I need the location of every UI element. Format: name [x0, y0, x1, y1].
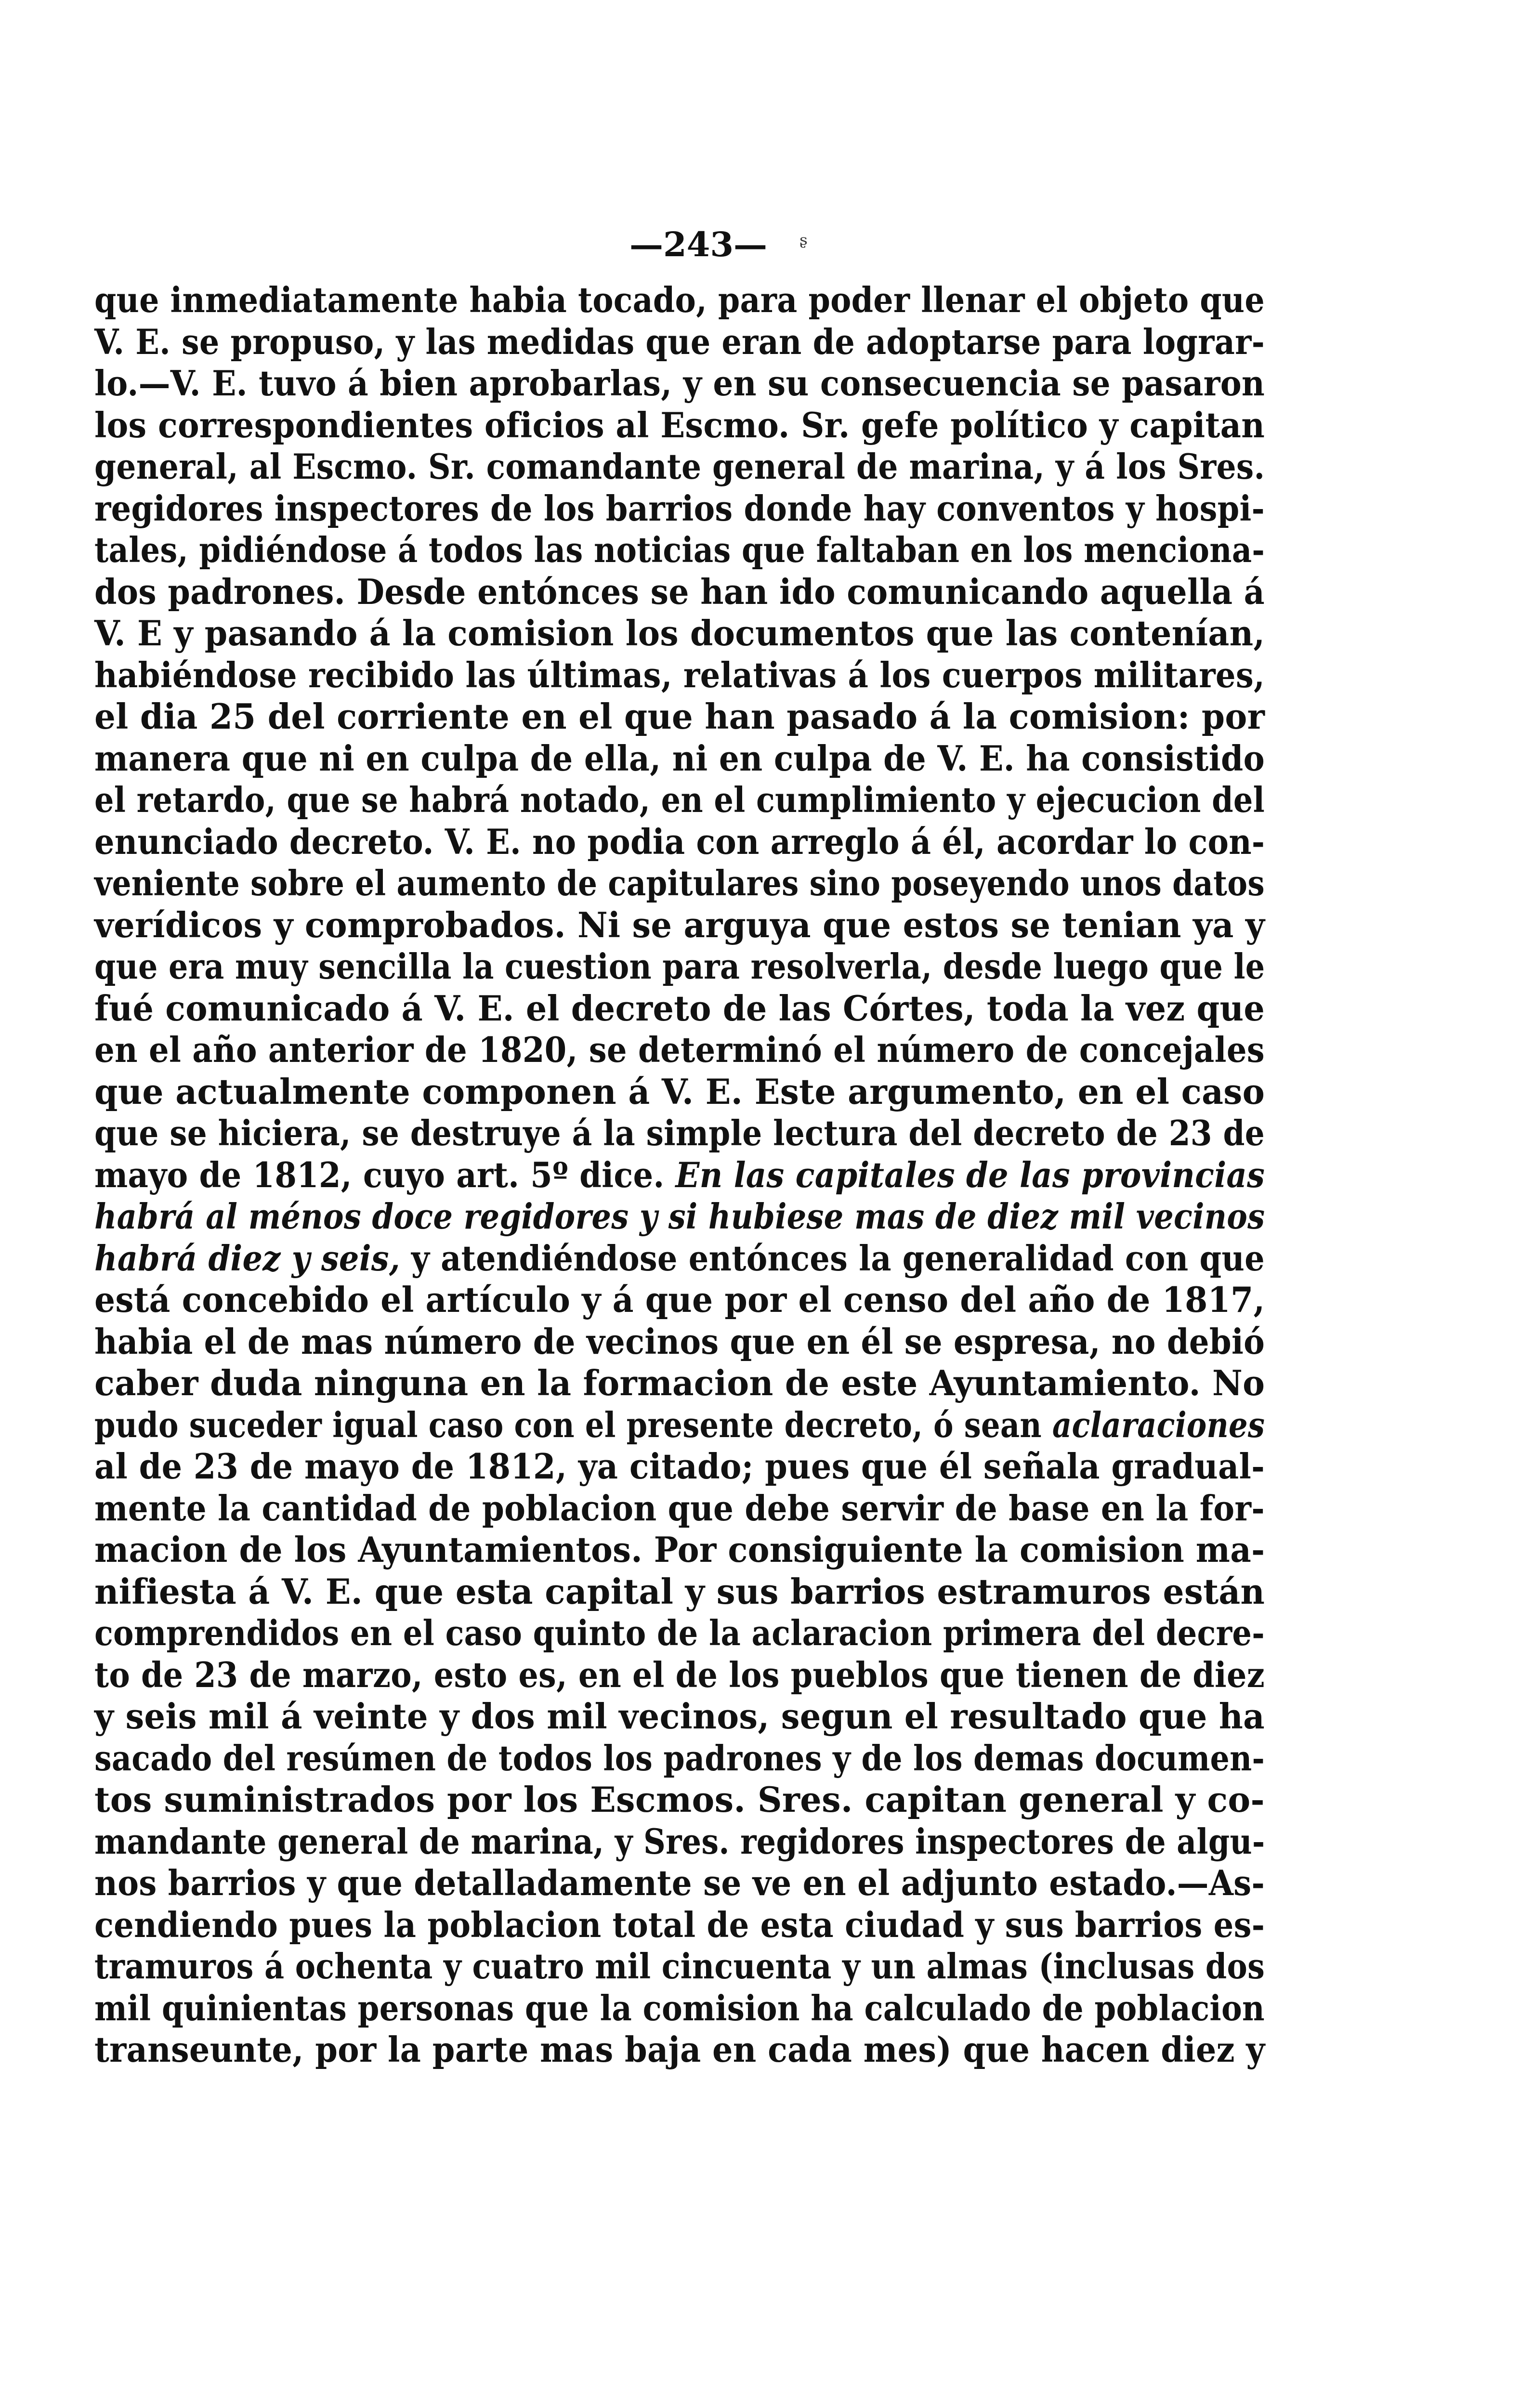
italic-text: aclaraciones [1052, 1404, 1265, 1445]
text-line [94, 1154, 1265, 1196]
text-line [94, 1988, 1265, 2029]
text-line [94, 1696, 1265, 1738]
text-run: en el año anterior de 1820, se determinó el número de concejales [94, 1029, 1265, 1070]
text-line [94, 1488, 1265, 1530]
text-line [94, 1362, 1265, 1404]
text-run: que inmediatamente habia tocado, para poder llenar el objeto que [94, 279, 1265, 320]
text-line [94, 1654, 1265, 1696]
text-run: general, al Escmo. Sr. comandante general de marina, y á los Sres. [94, 446, 1265, 487]
ink-mark: ᶳ [799, 230, 808, 259]
text-run: mandante general de marina, y Sres. regidores inspectores de algu- [94, 1820, 1265, 1862]
text-run: nifiesta á V. E. que esta capital y sus barrios estramuros están [94, 1570, 1265, 1612]
text-run: sacado del resúmen de todos los padrones y de los demas documen- [94, 1737, 1265, 1779]
text-run: habiéndose recibido las últimas, relativas á los cuerpos militares, [94, 654, 1265, 695]
text-run: regidores inspectores de los barrios donde hay conventos y hospi- [94, 487, 1265, 529]
text-run: pudo suceder igual caso con el presente decreto, ó sean [94, 1404, 1052, 1445]
text-line [94, 1071, 1265, 1113]
text-line [94, 1779, 1265, 1821]
text-line [94, 1196, 1265, 1238]
text-run: que actualmente componen á V. E. Este argumento, en el caso [94, 1071, 1265, 1112]
text-run: tramuros á ochenta y cuatro mil cincuenta y un almas (inclusas dos [94, 1946, 1265, 1987]
text-run: veniente sobre el aumento de capitulares sino poseyendo unos datos [94, 863, 1265, 903]
text-line [94, 613, 1265, 654]
text-run: mente la cantidad de poblacion que debe servir de base en la for- [94, 1487, 1265, 1529]
text-line [94, 654, 1265, 696]
text-line [94, 738, 1265, 780]
text-line [94, 696, 1265, 738]
text-line [94, 446, 1265, 488]
text-line [94, 279, 1265, 321]
italic-text: habrá diez y seis, [94, 1237, 400, 1279]
text-run: habia el de mas número de vecinos que en él se espresa, no debió [94, 1321, 1265, 1362]
text-line [94, 1029, 1265, 1071]
text-run: caber duda ninguna en la formacion de este Ayuntamiento. No [94, 1362, 1265, 1403]
text-line [94, 946, 1265, 988]
body-text [94, 279, 1265, 2071]
text-line [94, 904, 1265, 946]
text-run: que era muy sencilla la cuestion para resolverla, desde luego que le [94, 946, 1265, 987]
text-line [94, 1112, 1265, 1154]
text-line [94, 363, 1265, 405]
text-run: fué comunicado á V. E. el decreto de las Córtes, toda la vez que [94, 987, 1265, 1029]
text-run: dos padrones. Desde entónces se han ido comunicando aquella á [94, 571, 1265, 612]
text-line [94, 1612, 1265, 1654]
text-run: al de 23 de mayo de 1812, ya citado; pues que él señala gradual- [94, 1446, 1265, 1487]
text-run: verídicos y comprobados. Ni se arguya que estos se tenian ya y [94, 904, 1265, 945]
text-run: el dia 25 del corriente en el que han pasado á la comision: por [94, 696, 1265, 737]
text-run: transeunte, por la parte mas baja en cada mes) que hacen diez y [94, 2029, 1265, 2070]
text-run: el retardo, que se habrá notado, en el cumplimiento y ejecucion del [94, 779, 1265, 820]
text-line [94, 571, 1265, 613]
text-line [94, 1279, 1265, 1321]
text-line [94, 1946, 1265, 1988]
text-line [94, 405, 1265, 446]
text-line [94, 1738, 1265, 1780]
text-run: manera que ni en culpa de ella, ni en culpa de V. E. ha consistido [94, 737, 1265, 779]
text-run: tales, pidiéndose á todos las noticias que faltaban en los menciona- [94, 529, 1265, 570]
text-run: y atendiéndose entónces la generalidad con que [400, 1237, 1265, 1279]
text-run: V. E y pasando á la comision los documentos que las contenían, [94, 613, 1265, 654]
text-line [94, 1321, 1265, 1363]
italic-text: habrá al ménos doce regidores y si hubiese mas de diez mil vecinos [94, 1196, 1265, 1237]
page-number: —243— [629, 224, 768, 264]
text-run: enunciado decreto. V. E. no podia con arreglo á él, acordar lo con- [94, 821, 1265, 862]
text-line [94, 1904, 1265, 1946]
text-run: y seis mil á veinte y dos mil vecinos, segun el resultado que ha [94, 1696, 1265, 1737]
text-run: está concebido el artículo y á que por el censo del año de 1817, [94, 1279, 1265, 1320]
text-run: los correspondientes oficios al Escmo. Sr. gefe político y capitan [94, 404, 1265, 445]
text-line [94, 321, 1265, 363]
text-run: nos barrios y que detalladamente se ve en el adjunto estado.—As- [94, 1862, 1265, 1903]
text-line [94, 1446, 1265, 1488]
text-line [94, 863, 1265, 904]
text-line [94, 988, 1265, 1030]
text-run: to de 23 de marzo, esto es, en el de los pueblos que tienen de diez [94, 1654, 1265, 1695]
text-run: tos suministrados por los Escmos. Sres. capitan general y co- [94, 1779, 1265, 1820]
text-run: que se hiciera, se destruye á la simple lectura del decreto de 23 de [94, 1112, 1265, 1153]
text-run: comprendidos en el caso quinto de la aclaracion primera del decre- [94, 1612, 1265, 1653]
text-line [94, 779, 1265, 821]
text-line [94, 1862, 1265, 1904]
text-line [94, 529, 1265, 571]
text-line [94, 1821, 1265, 1863]
text-line [94, 1404, 1265, 1446]
text-line [94, 2029, 1265, 2071]
text-run: macion de los Ayuntamientos. Por consiguiente la comision ma- [94, 1529, 1265, 1570]
text-run: mil quinientas personas que la comision ha calculado de poblacion [94, 1987, 1265, 2028]
text-line [94, 1571, 1265, 1613]
text-line [94, 488, 1265, 530]
italic-text: En las capitales de las provincias [675, 1154, 1265, 1195]
text-run: cendiendo pues la poblacion total de esta ciudad y sus barrios es- [94, 1904, 1265, 1945]
text-run: mayo de 1812, cuyo art. 5º dice. [94, 1154, 676, 1195]
text-run: V. E. se propuso, y las medidas que eran de adoptarse para lograr- [94, 321, 1265, 362]
text-line [94, 1529, 1265, 1571]
text-line [94, 1238, 1265, 1280]
text-run: lo.—V. E. tuvo á bien aprobarlas, y en su consecuencia se pasaron [94, 363, 1265, 404]
text-line [94, 821, 1265, 863]
